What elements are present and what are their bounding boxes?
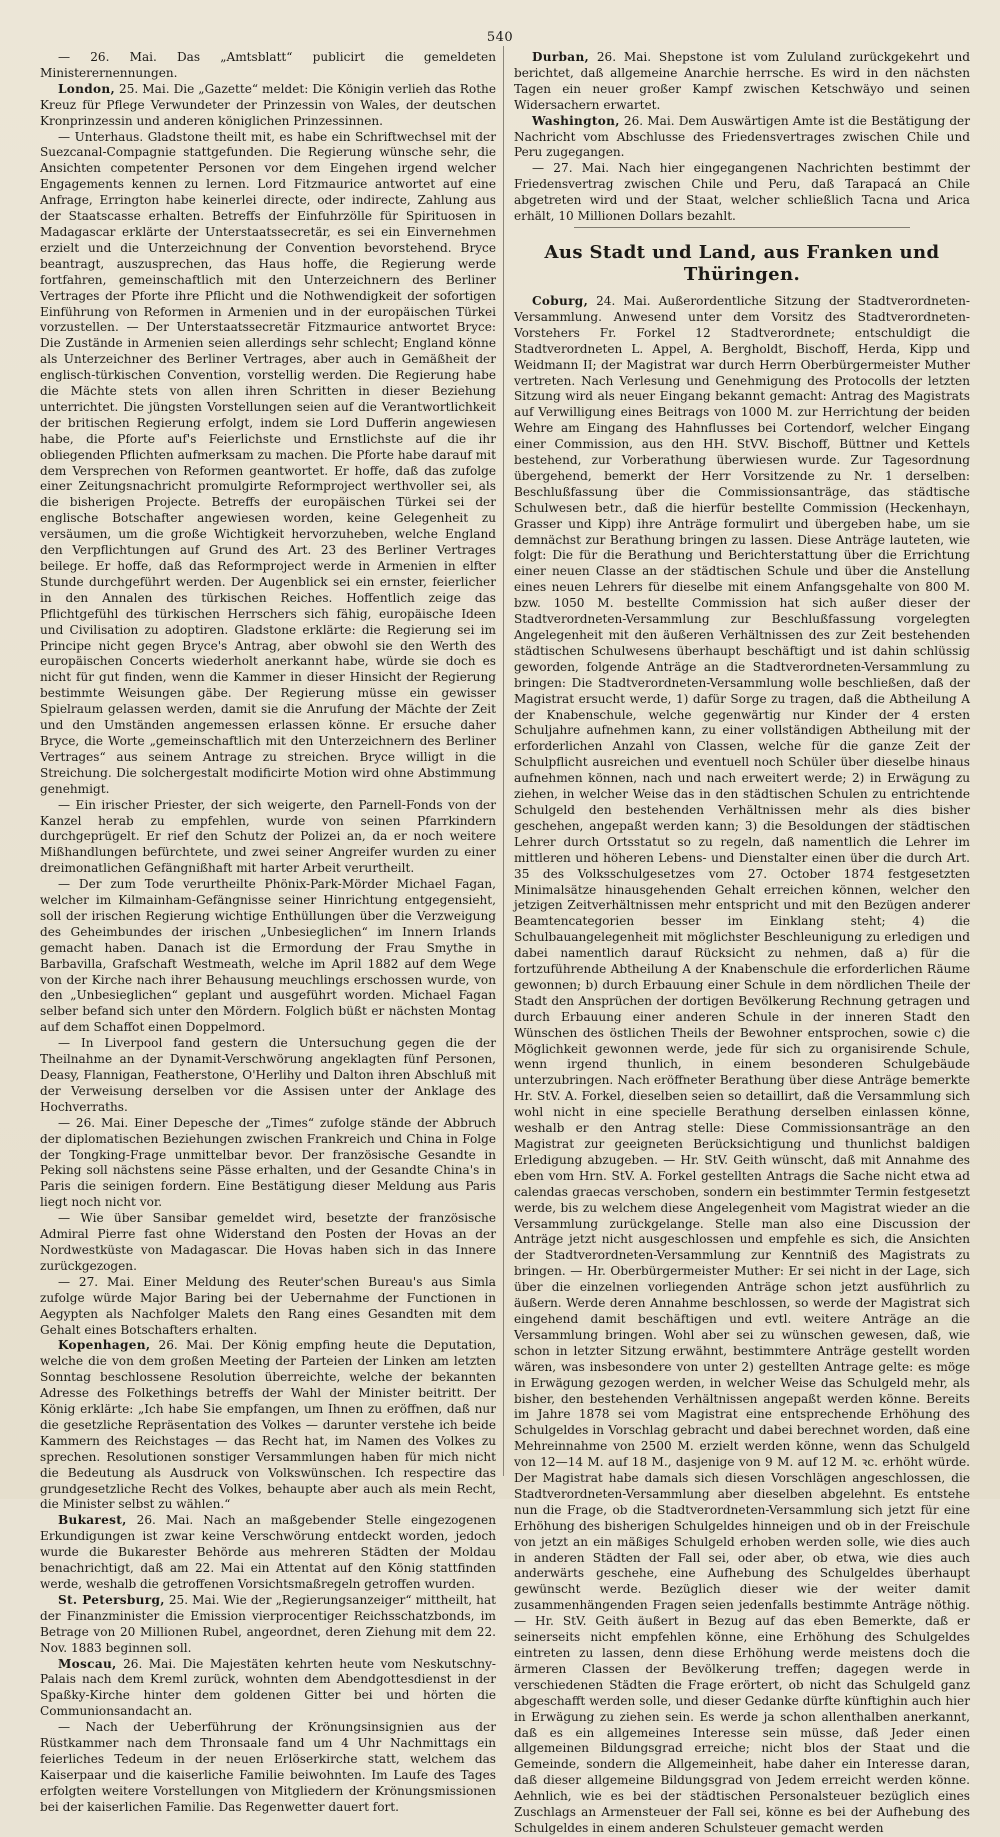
dateline-place: Bukarest,: [58, 1513, 127, 1528]
left-column: [40, 50, 497, 1814]
article-text: 26. Mai. Der König empfing heute die Deputation, welche die von dem großen Meeting der Parteien der Linken am letzten Sonntag beschlossene Resolution überreichte, welche der bekannten Adresse des Folkethings betreffs der Wahl der Minister beitritt. Der König erklärte: „Ich habe Sie empfangen, um Ihnen zu eröffnen, daß nur die gesetzliche Repräsentation des Volkes — darunter verstehe ich beide Kammern des Reichstages — das Recht hat, im Namen des Volkes zu sprechen. Resolutionen sonstiger Versammlungen haben für mich nicht die Bedeutung als Ausdruck von Volkswünschen. Ich respectire das grundgesetzliche Recht des Volkes, behaupte aber auch als mein Recht, die Minister selbst zu wählen.“: [40, 1338, 496, 1512]
article-text: — 26. Mai. Das „Amtsblatt“ publicirt die gemeldeten Ministerernennungen.: [40, 50, 496, 80]
article-text: — Nach der Ueberführung der Krönungsinsignien aus der Rüstkammer nach dem Thronsaale fand um 4 Uhr Nachmittags ein feierliches Tedeum in der neuen Erlöserkirche statt, welchem das Kaiserpaar und die kaiserliche Familie beiwohnten. Im Laufe des Tages erfolgten weitere Vorstellungen von Mitgliedern der Krönungsmissionen bei der kaiserlichen Familie. Das Regenwetter dauert fort.: [40, 1720, 496, 1814]
page-number: 540: [486, 30, 514, 45]
article-text: — 27. Mai. Einer Meldung des Reuter'schen Bureau's aus Simla zufolge würde Major Baring bei der Uebernahme der Functionen in Aegypten als Nachfolger Malets den Rang eines Gesandten mit dem Gehalt eines Botschafters erhalten.: [40, 1274, 496, 1337]
dateline-place: St. Petersburg,: [58, 1592, 165, 1607]
article-paragraph: [514, 50, 970, 114]
article-paragraph: [40, 1593, 496, 1657]
article-paragraph: [40, 1338, 496, 1513]
dateline-place: Durban,: [532, 50, 590, 64]
article-paragraph: [40, 82, 496, 130]
article-paragraph: [40, 1116, 496, 1211]
dateline-place: Coburg,: [532, 293, 589, 308]
article-paragraph: [40, 1275, 496, 1339]
article-paragraph: [40, 1720, 496, 1815]
article-text: — Wie über Sansibar gemeldet wird, besetzte der französische Admiral Pierre fast ohne Widerstand den Posten der Hovas an der Nordwestküste von Madagascar. Die Hovas haben sich in das Innere zurückgezogen.: [40, 1211, 496, 1273]
article-paragraph: [40, 1657, 496, 1721]
article-text: 26. Mai. Die Majestäten kehrten heute vom Neskutschny-Palais nach dem Kreml zurück, wohnten dem Abendgottesdienst in der Spaßky-Kirche hinter dem goldenen Gitter bei und hörten die Communionsandacht an.: [40, 1656, 496, 1719]
article-text: — In Liverpool fand gestern die Untersuchung gegen die der Theilnahme an der Dynamit-Verschwörung angeklagten fünf Personen, Deasy, Flannigan, Featherstone, O'Herlihy und Dalton ihren Abschluß mit der Verweisung derselben vor die Assisen unter der Anklage des Hochverraths.: [40, 1036, 496, 1114]
right-column: [514, 50, 970, 1835]
dateline-place: Moscau,: [58, 1656, 117, 1671]
dateline-place: Kopenhagen,: [58, 1338, 151, 1353]
right-column-news: [514, 50, 970, 225]
article-paragraph: [40, 130, 496, 798]
article-text: 26. Mai. Dem Auswärtigen Amte ist die Bestätigung der Nachricht vom Abschlusse des Friedensvertrages zwischen Chile und Peru zugegangen.: [514, 113, 970, 160]
article-text: 26. Mai. Nach an maßgebender Stelle eingezogenen Erkundigungen ist zwar keine Verschwörung entdeckt worden, jedoch wurde die Bukarester Behörde aus mehreren Städten der Moldau benachrichtigt, daß am 22. Mai ein Attentat auf den König stattfinden werde, weshalb die getroffenen Vorsichtsmaßregeln getroffen wurden.: [40, 1513, 496, 1591]
article-paragraph: [40, 877, 496, 1036]
article-paragraph: [514, 294, 970, 1837]
section-heading: Aus Stadt und Land, aus Franken und Thüringen.: [544, 241, 940, 285]
article-paragraph: [514, 114, 970, 162]
article-text: — Unterhaus. Gladstone theilt mit, es habe ein Schriftwechsel mit der Suezcanal-Compagnie stattgefunden. Die Regierung wünsche sehr, die Ansichten competenter Personen vor dem Eingehen irgend welcher Engagements kennen zu lernen. Lord Fitzmaurice antwortet auf eine Anfrage, Errington habe keinerlei directe, oder indirecte, Zahlung aus der Staatscasse erhalten. Betreffs der Einfuhrzölle für Spirituosen in Madagascar erklärte der Unterstaatssecretär, es sei ein Einvernehmen erzielt und die Unterzeichnung der Convention bevorstehend. Bryce beantragt, auszusprechen, das Haus hoffe, die Regierung werde fortfahren, gemeinschaftlich mit den Unterzeichnern des Berliner Vertrages der Pforte ihre Pflicht und die Nothwendigkeit der sofortigen Einführung von Reformen in Armenien und in der europäischen Türkei vorzustellen. — Der Unterstaatssecretär Fitzmaurice antwortet Bryce: Die Zustände in Armenien seien allerdings sehr schlecht; England könne als Unterzeichner des Berliner Vertrages, aber auch in Gemäßheit der englisch-türkischen Convention, vorstellig werden. Die Regierung habe die Mächte stets von allen ihren Schritten in dieser Beziehung unterrichtet. Die jüngsten Vorstellungen seien auf die Verantwortlichkeit der britischen Regierung erfolgt, indem sie Lord Dufferin angewiesen habe, die Pforte auf's Feierlichste und Ernstlichste auf die ihr obliegenden Pflichten aufmerksam zu machen. Die Pforte habe darauf mit dem Versprechen von Reformen geantwortet. Er hoffe, daß das zufolge einer Zeitungsnachricht promulgirte Reformproject werthvoller sei, als die bisherigen Projecte. Betreffs der europäischen Türkei sei der englische Botschafter angewiesen worden, keine Gelegenheit zu versäumen, um die große Wichtigkeit hervorzuheben, welche England den Verpflichtungen auf Grund des Art. 23 des Berliner Vertrages beilege. Er hoffe, daß das Reformproject werde in Armenien in elfter Stunde durchgeführt werden. Der Augenblick sei ein ernster, feierlicher in den Annalen des türkischen Reiches. Hoffentlich zeige das Pflichtgefühl des türkischen Herrschers sich fähig, europäische Ideen und Civilisation zu adoptiren. Gladstone erklärte: die Regierung sei im Principe nicht gegen Bryce's Antrag, aber obwohl sie den Werth des europäischen Concerts wiederholt anerkannt habe, würde sie doch es nicht für gut finden, wenn die Kammer in dieser Hinsicht der Regierung bestimmte Weisungen gäbe. Der Regierung müsse ein gewisser Spielraum gelassen werden, damit sie die Anrufung der Mächte der Zeit und den Umständen angemessen erlassen könne. Er ersuche daher Bryce, die Worte „gemeinschaftlich mit den Unterzeichnern des Berliner Vertrages“ aus seinem Antrage zu streichen. Bryce willigt in die Streichung. Die solchergestalt modificirte Motion wird ohne Abstimmung genehmigt.: [40, 129, 496, 796]
article-text: 26. Mai. Shepstone ist vom Zululand zurückgekehrt und berichtet, daß allgemeine Anarchie herrsche. Es wird in den nächsten Tagen ein neuer großer Kampf zwischen Ketschwäyo und seinen Widersachern erwartet.: [514, 50, 970, 112]
dateline-place: Washington,: [532, 113, 620, 128]
article-text: — 26. Mai. Einer Depesche der „Times“ zufolge stände der Abbruch der diplomatischen Beziehungen zwischen Frankreich und China in Folge der Tongking-Frage unmittelbar bevor. Der französische Gesandte in Peking soll nächstens seine Pässe erhalten, und der Gesandte China's in Paris die seinigen fordern. Eine Bestätigung dieser Meldung aus Paris liegt noch nicht vor.: [40, 1115, 496, 1210]
article-text: — 27. Mai. Nach hier eingegangenen Nachrichten bestimmt der Friedensvertrag zwischen Chile und Peru, daß Tarapacá an Chile abgetreten wird und der Staat, welcher schließlich Tacna und Arica erhält, 10 Millionen Dollars bezahlt.: [514, 161, 970, 224]
section-rule: [574, 227, 910, 228]
article-text: 25. Mai. Die „Gazette“ meldet: Die Königin verlieh das Rothe Kreuz für Pflege Verwundeter der Prinzessin von Wales, der deutschen Kronprinzessin und anderen königlichen Prinzessinnen.: [40, 81, 496, 128]
article-text: — Der zum Tode verurtheilte Phönix-Park-Mörder Michael Fagan, welcher im Kilmainham-Gefängnisse seiner Hinrichtung entgegensieht, soll der irischen Regierung wichtige Enthüllungen über die Verzweigung des Geheimbundes der irischen „Unbesieglichen“ im Innern Irlands gemacht haben. Danach ist die Ermordung der Frau Smythe in Barbavilla, Grafschaft Westmeath, welche im April 1882 auf dem Wege von der Kirche nach ihrer Behausung meuchlings erschossen wurde, von den „Unbesieglichen“ geplant und ausgeführt worden. Michael Fagan selber befand sich unter den Mördern. Folglich büßt er nächsten Montag auf dem Schaffot einen Doppelmord.: [40, 877, 496, 1035]
article-paragraph: [40, 1513, 496, 1593]
article-text: 24. Mai. Außerordentliche Sitzung der Stadtverordneten-Versammlung. Anwesend unter dem Vorsitz des Stadtverordneten-Vorstehers Fr. Forkel 12 Stadtverordnete; entschuldigt die Stadtverordneten L. Appel, A. Bergholdt, Bischoff, Herda, Kipp und Weidmann II; der Magistrat war durch Herrn Oberbürgermeister Muther vertreten. Nach Verlesung und Genehmigung des Protocolls der letzten Sitzung wird als neuer Eingang bekannt gemacht: Antrag des Magistrats auf Verwilligung eines Beitrags von 1000 M. zur Herrichtung der beiden Wehre am Eingang des Hahnflusses bei Cortendorf, welcher Eingang einer Commission, aus den HH. StVV. Bischoff, Büttner und Kettels bestehend, zur Vorberathung überwiesen wurde. Zur Tagesordnung übergehend, bemerkt der Herr Vorsitzende zu Nr. 1 derselben: Beschlußfassung über die Commissionsanträge, das städtische Schulwesen betr., daß die hierfür bestellte Commission (Heckenhayn, Grasser und Kipp) ihre Anträge formulirt und übergeben habe, um sie demnächst zur Berathung bringen zu lassen. Diese Anträge lauteten, wie folgt: Die für die Berathung und Berichterstattung über die Errichtung einer neuen Classe an der städtischen Schule und über die Anstellung eines neuen Lehrers für dieselbe mit einem Anfangsgehalte von 800 M. bzw. 1050 M. bestellte Commission hat sich außer dieser der Stadtverordneten-Versammlung zur Beschlußfassung vorgelegten Angelegenheit mit den äußeren Verhältnissen des zur Zeit bestehenden städtischen Schulwesens überhaupt beschäftigt und ist dahin schlüssig geworden, folgende Anträge an die Stadtverordneten-Versammlung zu bringen: Die Stadtverordneten-Versammlung wolle beschließen, daß der Magistrat ersucht werde, 1) dafür Sorge zu tragen, daß die Abtheilung A der Knabenschule, welche gegenwärtig nur Kinder der 4 ersten Schuljahre aufnehmen kann, zu einer vollständigen Abtheilung mit der erforderlichen Anzahl von Classen, welche für die ganze Zeit der Schulpflicht ausreichen und eventuell noch Schüler über dieselbe hinaus aufnehmen können, nach und nach erweitert werde; 2) in Erwägung zu ziehen, in welcher Weise das in den städtischen Schulen zu entrichtende Schulgeld den bestehenden Verhältnissen mehr als dies bisher geschehen, angepaßt werden kann; 3) die Besoldungen der städtischen Lehrer durch Ortsstatut so zu regeln, daß namentlich die Lehrer im mittleren und höheren Lebens- und Dienstalter einen über die durch Art. 35 des Volksschulgesetzes vom 27. October 1874 festgesetzten Minimalsätze hinausgehenden Gehalt erreichen können, welcher den jetzigen Zeitverhältnissen mehr entspricht und mit den Bezügen anderer Beamtencategorien besser im Einklang steht; 4) die Schulbauangelegenheit mit möglichster Beschleunigung zu erledigen und dabei namentlich darauf Rücksicht zu nehmen, daß a) für die fortzuführende Abtheilung A der Knabenschule die erforderlichen Räume gewonnen; b) durch Erbauung einer Schule in dem nördlichen Theile der Stadt den Ansprüchen der dortigen Bevölkerung Rechnung getragen und durch Erbauung einer anderen Schule in der inneren Stadt den Wünschen des östlichen Theils der Bewohner entsprochen, sowie c) die Möglichkeit gewonnen werde, jede für sich zu organisirende Schule, wenn irgend thunlich, in einem besonderen Schulgebäude unterzubringen. Nach eröffneter Berathung über diese Anträge bemerkte Hr. StV. A. Forkel, dieselben seien so detaillirt, daß die Versammlung sich wohl nicht in eine specielle Berathung derselben einlassen könne, weshalb er den Antrag stelle: Diese Commissionsanträge an den Magistrat zur geeigneten Berücksichtigung und thunlichst baldigen Erledigung abzugeben. — Hr. StV. Geith wünscht, daß mit Annahme des eben vom Hrn. StV. A. Forkel gestellten Antrags die Sache nicht etwa ad calendas graecas verschoben, sondern ein bestimmter Termin festgesetzt werde, bis zu welchem diese Angelegenheit vom Magistrat wieder an die Versammlung zurückgelange. Stelle man also eine Discussion der Anträge jetzt nicht ausgeschlossen und empfehle es sich, die Ansichten der Stadtverordneten-Versammlung zur Kenntniß des Magistrats zu bringen. — Hr. Oberbürgermeister Muther: Er sei nicht in der Lage, sich über die einzelnen vorliegenden Anträge schon jetzt ausführlich zu äußern. Werde deren Annahme beschlossen, so werde der Magistrat sich eingehend damit beschäftigen und evtl. weitere Anträge an die Versammlung bringen. Wohl aber sei zu wünschen gewesen, daß, wie schon in letzter Sitzung erwähnt, bestimmtere Anträge gestellt worden wären, was insbesondere von unter 2) gestellten Antrage gelte: es möge in Erwägung gezogen werden, in welcher Weise das Schulgeld mehr, als bisher, den bestehenden Verhältnissen angepaßt werden könne. Bereits im Jahre 1878 sei vom Magistrat eine entsprechende Erhöhung des Schulgeldes in Vorschlag gebracht und dabei berechnet worden, daß eine Mehreinnahme von 2500 M. erzielt werden könne, wenn das Schulgeld von 12—14 M. auf 18 M., dasjenige von 9 M. auf 12 M. ꝛc. erhöht würde. Der Magistrat habe damals sich diesen Vorschlägen angeschlossen, die Stadtverordneten-Versammlung aber dieselben abgelehnt. Es entstehe nun die Frage, ob die Stadtverordneten-Versammlung sich jetzt für eine Erhöhung des bisherigen Schulgeldes hinneigen und ob in der Freischule von jetzt an ein mäßiges Schulgeld erhoben werden solle, wie dies auch in anderen Städten der Fall sei, oder aber, ob etwa, wie dies auch anderwärts geschehe, eine Aufhebung des Schulgeldes überhaupt gewünscht werde. Bezüglich dieser wie der weiter damit zusammenhängenden Fragen seien jedenfalls bestimmte Anträge nöthig. — Hr. StV. Geith äußert in Bezug auf das eben Bemerkte, daß er seinerseits nicht empfehlen könne, eine Erhöhung des Schulgeldes eintreten zu lassen, denn diese Erhöhung werde meistens doch die ärmeren Classen der Bevölkerung treffen; dagegen werde in verschiedenen Städten die Frage erörtert, ob nicht das Schulgeld ganz abgeschafft werden solle, und dieser Gedanke dürfte künftighin auch hier in Erwägung zu ziehen sein. Es werde ja schon allenthalben anerkannt, daß es ein allgemeines Interesse sein müsse, daß Jeder einen allgemeinen Bildungsgrad erreiche; nicht blos der Staat und die Gemeinde, sondern die Allgemeinheit, habe daher ein Interesse daran, daß dieser allgemeine Bildungsgrad von Jedem erreicht werden könne. Aehnlich, wie es bei der städtischen Personalsteuer bezüglich eines Zuschlags an Armensteuer der Fall sei, könne es bei der Aufhebung des Schulgeldes in einem anderen Schulsteuer gemacht werden: [514, 293, 970, 1835]
article-paragraph: [40, 50, 496, 82]
article-text: — Ein irischer Priester, der sich weigerte, den Parnell-Fonds von der Kanzel herab zu empfehlen, wurde von seinen Pfarrkindern durchgeprügelt. Er rief den Schutz der Polizei an, da er noch weitere Mißhandlungen befürchtete, und zwei seiner Angreifer wurden zu einer dreimonatlichen Gefängnißhaft mit harter Arbeit verurtheilt.: [40, 797, 496, 876]
article-paragraph: [514, 161, 970, 225]
article-text: 25. Mai. Wie der „Regierungsanzeiger“ mittheilt, hat der Finanzminister die Emission vierprocentiger Reichsschatzbonds, im Betrage von 20 Millionen Rubel, angeordnet, deren Ziehung mit dem 22. Nov. 1883 beginnen soll.: [40, 1592, 497, 1655]
article-paragraph: [40, 1036, 496, 1116]
article-paragraph: [40, 1211, 496, 1275]
dateline-place: London,: [58, 81, 115, 96]
right-column-local-news: [514, 294, 970, 1837]
columns: [40, 50, 970, 1835]
article-paragraph: [40, 798, 496, 878]
